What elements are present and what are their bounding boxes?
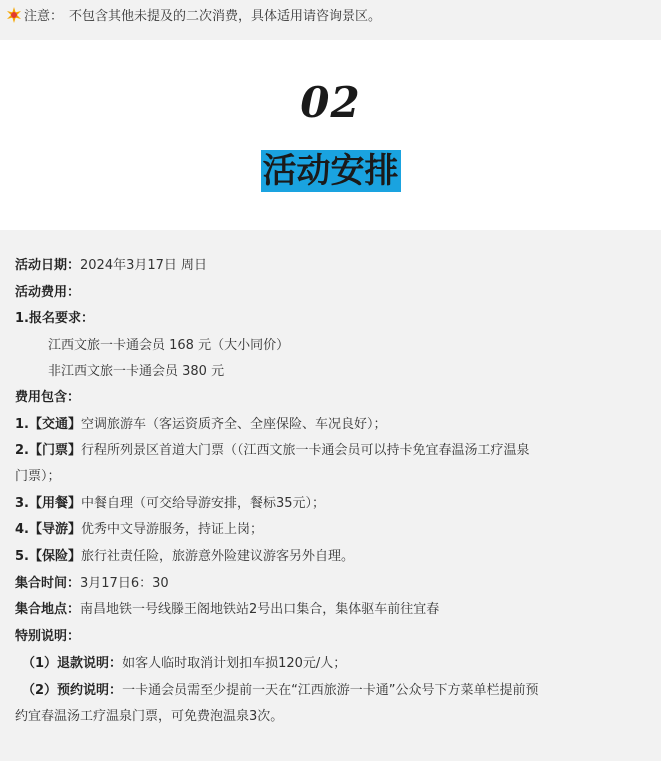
meet-place-row [15,600,439,620]
section-header [0,40,661,230]
booking-label: 预约说明： [57,683,123,698]
sparkle-warning-icon [6,7,22,23]
special-row [15,627,80,647]
item-text: 空调旅游车（客运资质齐全、全座保险、车况良好）； [81,417,387,432]
list-item [15,441,530,461]
item-number: 2. [15,443,29,458]
item-number: 5. [15,549,29,564]
includes-label: 费用包含： [15,390,81,405]
booking-num: （2） [22,683,58,698]
item-text: 中餐自理（可交给导游安排，餐标35元）； [81,496,326,511]
list-item-continuation [15,467,61,487]
item-text: 旅行社责任险，旅游意外险建议游客另外自理。 [81,549,355,564]
notice-label: 注意： [24,9,64,24]
list-item [15,494,325,514]
item-tag: 【用餐】 [28,496,81,511]
meet-place-label: 集合地点： [15,602,81,617]
notice-row [6,5,381,24]
refund-num: （1） [22,656,58,671]
notice-text: 不包含其他未提及的二次消费，具体适用请咨询景区。 [69,9,382,24]
date-label: 活动日期： [15,258,81,273]
item-text: 行程所列景区首道大门票（（江西文旅一卡通会员可以持卡免宜春温汤工疗温泉 [81,443,530,458]
special-label: 特别说明： [15,629,81,644]
price-member: 江西文旅一卡通会员 168 元（大小同价） [48,338,290,353]
includes-row [15,388,80,408]
section-number: 02 [300,78,361,127]
fee-label: 活动费用： [15,285,81,300]
meet-time-value: 3月17日6：30 [80,576,169,591]
price-nonmember: 非江西文旅一卡通会员 380 元 [48,364,225,379]
booking-row-cont [15,707,283,727]
meet-time-row [15,574,169,594]
item-number: 3. [15,496,29,511]
notice-bar [0,0,661,40]
date-row [15,256,207,276]
booking-row [22,681,539,701]
item-tag: 【交通】 [28,417,81,432]
item-number: 4. [15,522,29,537]
booking-text: 一卡通会员需至少提前一天在“江西旅游一卡通”公众号下方菜单栏提前预 [122,683,539,698]
refund-text: 如客人临时取消计划扣车损120元/人； [122,656,347,671]
refund-row [22,654,346,674]
meet-time-label: 集合时间： [15,576,81,591]
item-tag: 【导游】 [28,522,81,537]
signup-label: 1.报名要求： [15,311,94,326]
section-title-wrap [0,150,661,192]
list-item [15,415,387,435]
item-text-cont: 门票）； [15,469,61,484]
item-tag: 【保险】 [28,549,81,564]
section-title: 活动安排 [262,151,399,191]
date-value: 2024年3月17日 周日 [80,258,208,273]
item-text: 优秀中文导游服务，持证上岗； [81,522,264,537]
signup-row [15,309,94,329]
list-item [15,547,354,567]
refund-label: 退款说明： [57,656,123,671]
list-item [15,520,263,540]
meet-place-value: 南昌地铁一号线滕王阁地铁站2号出口集合，集体驱车前往宜春 [80,602,440,617]
item-number: 1. [15,417,29,432]
fee-row [15,283,80,303]
booking-text-cont: 约宜春温汤工疗温泉门票，可免费泡温泉3次。 [15,709,284,724]
item-tag: 【门票】 [28,443,81,458]
